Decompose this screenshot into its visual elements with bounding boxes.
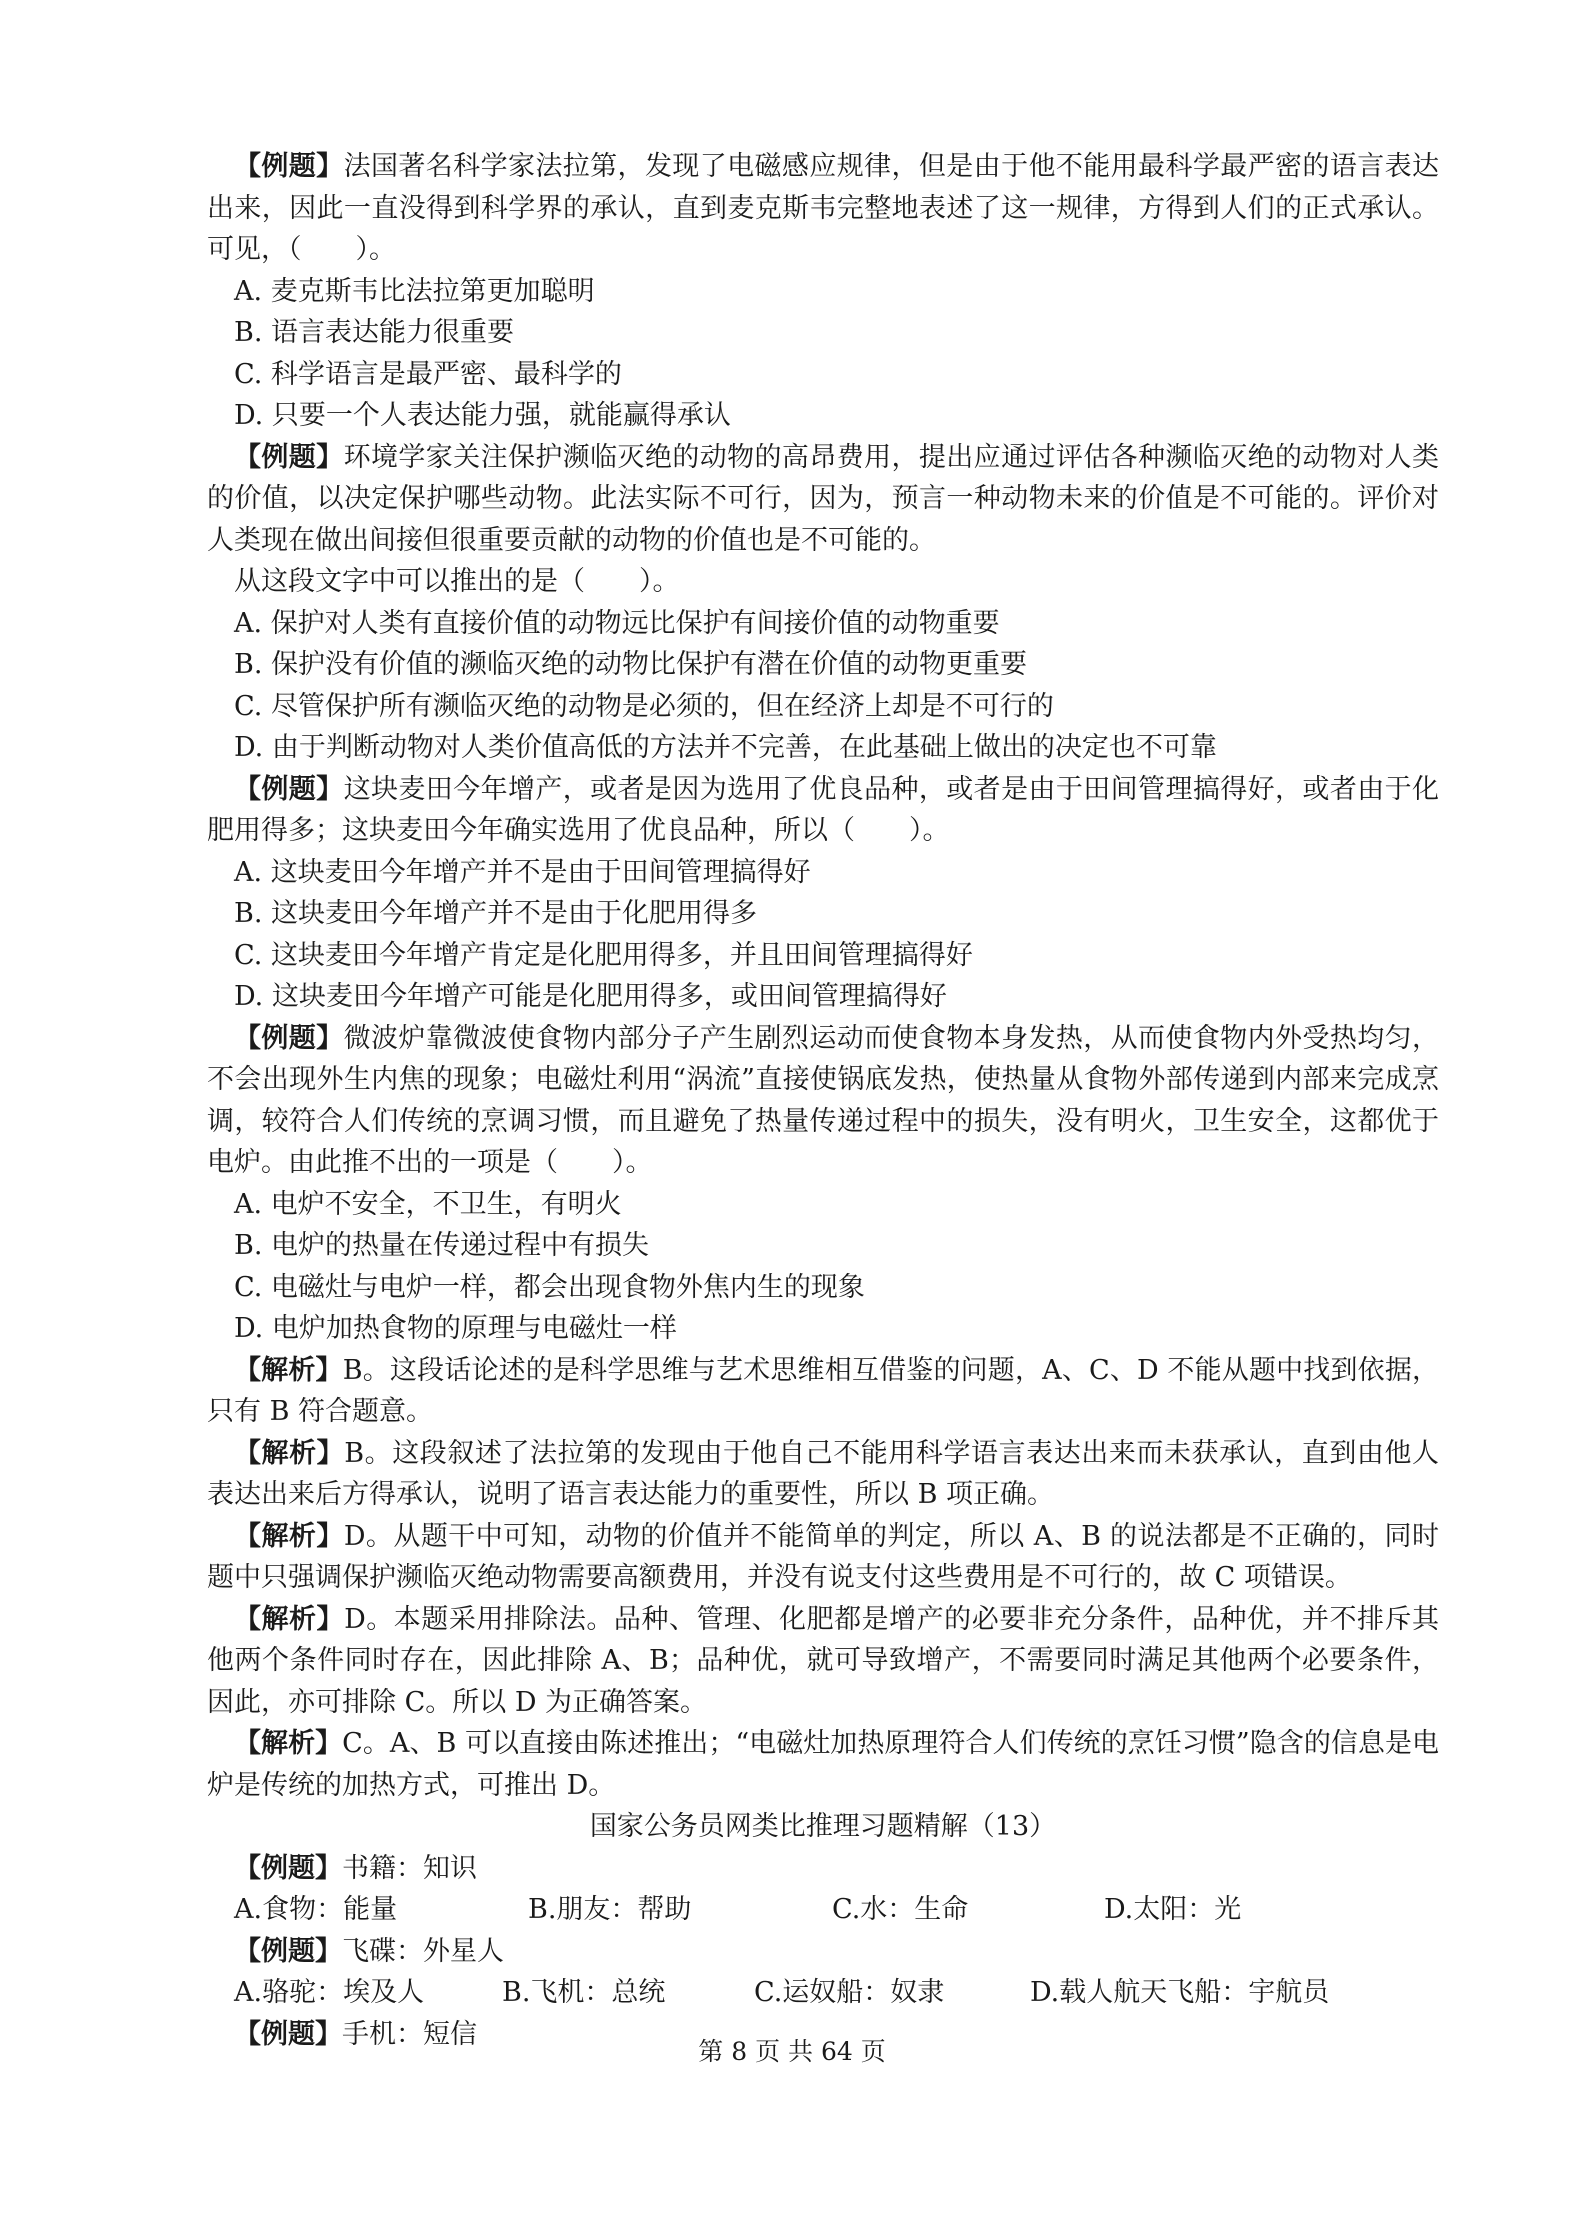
option-b: B. 保护没有价值的濒临灭绝的动物比保护有潜在价值的动物更重要 xyxy=(234,649,1028,680)
answer-5 xyxy=(207,1723,1439,1806)
option-c: C. 这块麦田今年增产肯定是化肥用得多，并且田间管理搞得好 xyxy=(234,939,973,971)
answer-text: B。这段话论述的是科学思维与艺术思维相互借鉴的问题，A、C、D 不能从题中找到依据，只有 B 符合题意。 xyxy=(207,1354,1440,1427)
question-tag: 【例题】 xyxy=(234,1022,344,1054)
question-stem: 书籍：知识 xyxy=(342,1852,477,1884)
option-b: B.朋友：帮助 xyxy=(528,1894,692,1925)
section-title: 国家公务员网类比推理习题精解（13） xyxy=(589,1811,1057,1842)
question-3 xyxy=(207,769,1439,852)
option-a: A. 保护对人类有直接价值的动物远比保护有间接价值的动物重要 xyxy=(234,607,1000,639)
analogy-options-1 xyxy=(207,1889,1439,1931)
analogy-options-2 xyxy=(207,1972,1439,2014)
answer-3 xyxy=(207,1516,1439,1599)
option-b: B. 电炉的热量在传递过程中有损失 xyxy=(234,1230,650,1261)
option-c: C. 电磁灶与电炉一样，都会出现食物外焦内生的现象 xyxy=(234,1271,865,1303)
option-b: B.飞机：总统 xyxy=(502,1977,666,2008)
question-tag: 【例题】 xyxy=(234,1852,342,1884)
question-text: 这块麦田今年增产，或者是因为选用了优良品种，或者是由于田间管理搞得好，或者由于化肥用得多；这块麦田今年确实选用了优良品种，所以（ ）。 xyxy=(207,773,1440,846)
answer-tag: 【解析】 xyxy=(234,1354,343,1386)
question-tag: 【例题】 xyxy=(234,2018,342,2050)
analogy-question-1 xyxy=(207,1848,1439,1890)
option-d: D. 电炉加热食物的原理与电磁灶一样 xyxy=(234,1313,677,1344)
answer-tag: 【解析】 xyxy=(234,1520,344,1552)
option-a: A. 电炉不安全，不卫生，有明火 xyxy=(234,1188,622,1220)
answer-text: B。这段叙述了法拉第的发现由于他自己不能用科学语言表达出来而未获承认，直到由他人表达出来后方得承认，说明了语言表达能力的重要性，所以 B 项正确。 xyxy=(207,1437,1439,1510)
option-a: A.食物：能量 xyxy=(234,1894,398,1925)
answer-tag: 【解析】 xyxy=(234,1603,345,1635)
option-c: C. 尽管保护所有濒临灭绝的动物是必须的，但在经济上却是不可行的 xyxy=(234,690,1054,722)
question-text: 环境学家关注保护濒临灭绝的动物的高昂费用，提出应通过评估各种濒临灭绝的动物对人类的价值，以决定保护哪些动物。此法实际不可行，因为，预言一种动物未来的价值是不可能的。评价对人类现在做出间接但很重要贡献的动物的价值也是不可能的。 xyxy=(207,441,1440,556)
analogy-question-2 xyxy=(207,1931,1439,1973)
answer-1 xyxy=(207,1350,1439,1433)
question-stem: 手机：短信 xyxy=(342,2018,477,2050)
answer-text: D。从题干中可知，动物的价值并不能简单的判定，所以 A、B 的说法都是不正确的，同时题中只强调保护濒临灭绝动物需要高额费用，并没有说支付这些费用是不可行的，故 C 项错误。 xyxy=(207,1520,1440,1593)
option-a: A. 麦克斯韦比法拉第更加聪明 xyxy=(234,275,595,307)
question-text: 法国著名科学家法拉第，发现了电磁感应规律，但是由于他不能用最科学最严密的语言表达出来，因此一直没得到科学界的承认，直到麦克斯韦完整地表述了这一规律，方得到人们的正式承认。可见，（ ）。 xyxy=(207,151,1440,265)
option-d: D.载人航天飞船：宇航员 xyxy=(1030,1977,1330,2008)
option-b: B. 语言表达能力很重要 xyxy=(234,317,515,348)
answer-text: D。本题采用排除法。品种、管理、化肥都是增产的必要非充分条件，品种优，并不排斥其他两个条件同时存在，因此排除 A、B；品种优，就可导致增产，不需要同时满足其他两个必要条件，因此，亦可排除 C。所以 D 为正确答案。 xyxy=(207,1603,1440,1718)
answer-tag: 【解析】 xyxy=(234,1728,343,1759)
question-1 xyxy=(207,146,1439,271)
option-d: D.太阳：光 xyxy=(1104,1894,1242,1925)
option-c: C.水：生命 xyxy=(832,1894,969,1925)
question-4 xyxy=(207,1018,1439,1184)
page-footer: 第 8 页 共 64 页 xyxy=(698,2037,886,2066)
option-d: D. 由于判断动物对人类价值高低的方法并不完善，在此基础上做出的决定也不可靠 xyxy=(234,732,1217,763)
option-a: A. 这块麦田今年增产并不是由于田间管理搞得好 xyxy=(234,856,811,888)
option-c: C.运奴船：奴隶 xyxy=(754,1977,945,2008)
option-c: C. 科学语言是最严密、最科学的 xyxy=(234,358,622,390)
question-tag: 【例题】 xyxy=(234,773,344,805)
question-tag: 【例题】 xyxy=(234,1935,342,1967)
answer-text: C。A、B 可以直接由陈述推出；“电磁灶加热原理符合人们传统的烹饪习惯”隐含的信息是电炉是传统的加热方式，可推出 D。 xyxy=(207,1728,1440,1801)
question-tag: 【例题】 xyxy=(234,441,344,473)
question-text: 微波炉靠微波使食物内部分子产生剧烈运动而使食物本身发热，从而使食物内外受热均匀，不会出现外生内焦的现象；电磁灶利用“涡流”直接使锅底发热，使热量从食物外部传递到内部来完成烹调，较符合人们传统的烹调习惯，而且避免了热量传递过程中的损失，没有明火，卫生安全，这都优于电炉。由此推不出的一项是（ ）。 xyxy=(207,1022,1440,1178)
question-2 xyxy=(207,437,1439,562)
question-tag: 【例题】 xyxy=(234,151,344,182)
option-b: B. 这块麦田今年增产并不是由于化肥用得多 xyxy=(234,898,758,929)
option-d: D. 这块麦田今年增产可能是化肥用得多，或田间管理搞得好 xyxy=(234,981,947,1012)
option-a: A.骆驼：埃及人 xyxy=(234,1977,425,2008)
page-content xyxy=(207,146,1439,2055)
answer-tag: 【解析】 xyxy=(234,1437,345,1469)
question-stem: 飞碟：外星人 xyxy=(342,1935,504,1967)
option-d: D. 只要一个人表达能力强，就能赢得承认 xyxy=(234,400,731,431)
answer-4 xyxy=(207,1599,1439,1724)
question-prompt: 从这段文字中可以推出的是（ ）。 xyxy=(234,566,680,597)
answer-2 xyxy=(207,1433,1439,1516)
